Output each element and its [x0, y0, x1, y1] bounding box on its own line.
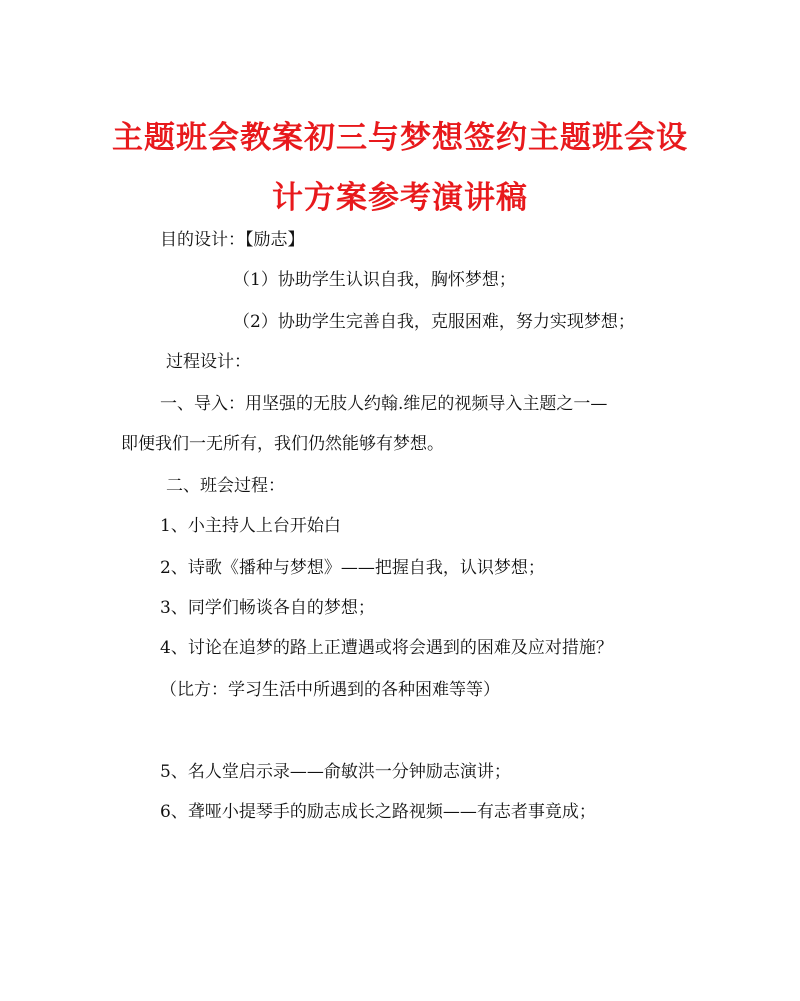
document-title-line-1: 主题班会教案初三与梦想签约主题班会设 [112, 120, 688, 156]
process-item-2: 2、诗歌《播种与梦想》——把握自我，认识梦想； [160, 558, 545, 578]
process-item-4-note: （比方：学习生活中所遇到的各种困难等等） [160, 680, 500, 700]
process-heading: 过程设计： [166, 352, 251, 372]
goal-item-1: （1）协助学生认识自我，胸怀梦想； [233, 270, 516, 290]
intro-line-1: 一、导入：用坚强的无肢人约翰.维尼的视频导入主题之一— [160, 394, 608, 414]
process-item-5: 5、名人堂启示录——俞敏洪一分钟励志演讲； [160, 762, 511, 782]
goal-item-2: （2）协助学生完善自我，克服困难，努力实现梦想； [233, 312, 635, 332]
section-2-heading: 二、班会过程： [166, 476, 285, 496]
process-item-1: 1、小主持人上台开始白 [160, 516, 341, 536]
goal-heading: 目的设计：【励志】 [160, 230, 305, 250]
process-item-3: 3、同学们畅谈各自的梦想； [160, 598, 375, 618]
document-title-line-2: 计方案参考演讲稿 [272, 180, 528, 216]
intro-line-2: 即便我们一无所有，我们仍然能够有梦想。 [121, 434, 444, 454]
process-item-6: 6、聋哑小提琴手的励志成长之路视频——有志者事竟成； [160, 802, 596, 822]
process-item-4: 4、讨论在追梦的路上正遭遇或将会遇到的困难及应对措施？ [160, 638, 613, 658]
